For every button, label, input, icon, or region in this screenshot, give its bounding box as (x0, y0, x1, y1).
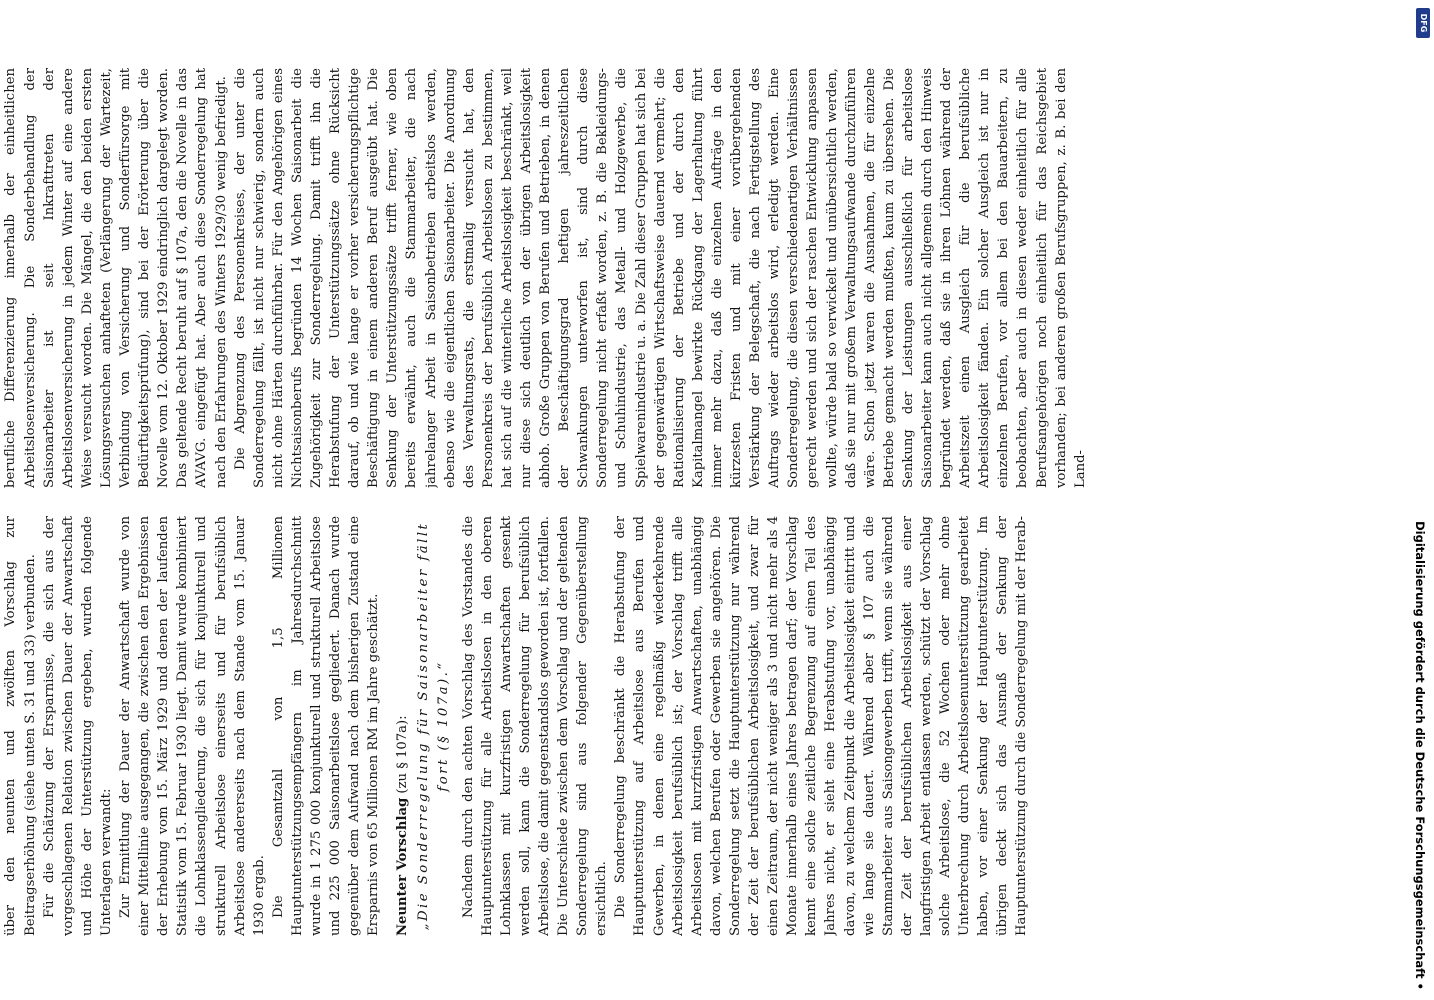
paragraph: über den neunten und zwölften Vorschlag zur Beitragserhöhung (siehe unten S. 31 und 33) verbunden. (3, 516, 38, 936)
paragraph: Die Abgrenzung des Personenkreises, der unter die Sonderregelung fällt, ist nicht nur schwierig, sondern auch nicht ohne Härten durchführbar. Für den Angehörigen eines Nichtsaisonberufs begründen 14 Wochen Saisonarbeit die Zugehörigkeit zur Sonderregelung. Damit trifft ihn die Herabstufung der Unterstützungssätze ohne Rücksicht darauf, ob und wie lange er vorher versicherungspflichtige Beschäftigung in einem anderen Beruf ausgeübt hat. Die Senkung der Unterstützungssätze trifft ferner, wie oben bereits erwähnt, auch die Stammarbeiter, die nach jahrelanger Arbeit in Saisonbetrieben arbeitslos werden, ebenso wie die eigentlichen Saisonarbeiter. Die Anordnung des Verwaltungsrats, die erstmalig versucht hat, den Personenkreis der berufsüblich Arbeitslosen zu bestimmen, hat sich auf die winterliche Arbeitslosigkeit beschränkt, weil nur diese sich deutlich von der übrigen Arbeitslosigkeit abhob. Große Gruppen von Berufen und Betrieben, in denen der Beschäftigungsgrad heftigen jahreszeitlichen Schwankungen unterworfen ist, sind durch diese Sonderregelung nicht erfaßt worden, z. B. die Bekleidungs- und Schuhindustrie, das Metall- und Holzgewerbe, die Spielwarenindustrie u. a. Die Zahl dieser Gruppen hat sich bei der gegenwärtigen Wirtschaftsweise dauernd vermehrt; die Rationalisierung der Betriebe und der durch den Kapitalmangel bewirkte Rückgang der Lagerhaltung führt immer mehr dazu, daß die einzelnen Aufträge in den kürzesten Fristen und mit einer vorübergehenden Verstärkung der Belegschaft, die nach Fertigstellung des Auftrags wieder arbeitslos wird, erledigt werden. Eine Sonderregelung, die diesen verschiedenartigen Verhältnissen gerecht werden und sich der raschen Entwicklung anpassen wollte, würde bald so verwickelt und unübersichtlich werden, daß sie nur mit großem Verwaltungsaufwande durchzuführen wäre. Schon jetzt waren die Ausnahmen, die für einzelne Betriebe gemacht werden mußten, kaum zu übersehen. Die Senkung der Leistungen ausschließlich für arbeitslose Saisonarbeiter kann auch nicht allgemein durch den Hinweis begründet werden, daß sie in ihren Löhnen während der Arbeitszeit einen Ausgleich für die berufsübliche Arbeitslosigkeit fänden. Ein solcher Ausgleich ist nur in einzelnen Berufen, vor allem bei den Bauarbeitern, zu beobachten, aber auch in diesen weder einheitlich für alle Berufsangehörigen noch einheitlich für das Reichsgebiet vorhanden; bei anderen großen Berufsgruppen, z. B. bei den Land- (232, 68, 1088, 488)
section-heading-bold: Neunter Vorschlag (395, 797, 411, 936)
dfg-logo (1416, 8, 1430, 38)
right-column (0, 68, 1166, 488)
credit-text: Digitalisierung gefördert durch die Deutsche Forschungsgemeinschaft • (1413, 521, 1427, 990)
paragraph: Für die Schätzung der Ersparnisse, die sich aus der vorgeschlagenen Relation zwischen Dauer der Anwartschaft und Höhe der Unterstützung ergeben, wurden folgende Unterlagen verwandt: (41, 516, 114, 936)
rotated-page-content (0, 50, 1178, 950)
left-column (0, 516, 1166, 936)
paragraph: Die Sonderregelung beschränkt die Herabstufung der Hauptunterstützung auf Arbeitslose aus Berufen und Gewerben, in denen eine regelmäßig wiederkehrende Arbeitslosigkeit berufsüblich ist; der Vorschlag trifft alle Arbeitslosen mit kurzfristigen Anwartschaften, unabhängig davon, welchen Berufen oder Gewerben sie angehören. Die Sonderregelung setzt die Hauptunterstützung nur während der Zeit der berufsüblichen Arbeitslosigkeit, und zwar für einen Zeitraum, der nicht weniger als 3 und nicht mehr als 4 Monate innerhalb eines Jahres betragen darf; der Vorschlag kennt eine solche zeitliche Begrenzung auf einen Teil des Jahres nicht, er sieht eine Herabstufung vor, unabhängig davon, zu welchem Zeitpunkt die Arbeitslosigkeit eintritt und wie lange sie dauert. Während aber § 107 auch die Stammarbeiter aus Saisongewerben trifft, wenn sie während der Zeit der berufsüblichen Arbeitslosigkeit aus einer langfristigen Arbeit entlassen werden, schützt der Vorschlag solche Arbeitslose, die 52 Wochen oder mehr ohne Unterbrechung durch Arbeitslosenunterstützung gearbeitet haben, vor einer Senkung der Hauptunterstützung. Im übrigen deckt sich das Ausmaß der Senkung der Hauptunterstützung durch die Sonderregelung mit der Herab- (613, 516, 1030, 936)
paragraph: Zur Ermittlung der Dauer der Anwartschaft wurde von einer Mittellinie ausgegangen, die zwischen den Ergebnissen der Erhebung vom 15. März 1929 und denen der laufenden Statistik vom 15. Februar 1930 liegt. Damit wurde kombiniert die Lohnklassengliederung, die sich für konjunkturell und strukturell Arbeitslose einerseits und für berufsüblich Arbeitslose andererseits nach dem Stande vom 15. Januar 1930 ergab. (118, 516, 267, 936)
digitization-credit (1410, 10, 1430, 990)
paragraph: berufliche Differenzierung innerhalb der einheitlichen Arbeitslosenversicherung. Die Sonderbehandlung der Saisonarbeiter ist seit Inkrafttreten der Arbeitslosenversicherung in jedem Winter auf eine andere Weise versucht worden. Die Mängel, die den beiden ersten Lösungsversuchen anhafteten (Verlängerung der Wartezeit, Verbindung von Versicherung und Sonderfürsorge mit Bedürftigkeitsprüfung), sind bei der Erörterung über die Novelle vom 12. Oktober 1929 eindringlich dargelegt worden. Das geltende Recht beruht auf § 107a, den die Novelle in das AVAVG. eingefügt hat. Aber auch diese Sonderregelung hat nach den Erfahrungen des Winters 1929/30 wenig befriedigt. (3, 68, 229, 488)
section-heading-ref: (zu § 107a): (395, 715, 411, 798)
section-heading (393, 516, 412, 936)
paragraph: Die Gesamtzahl von 1,5 Millionen Hauptunterstützungsempfängern im Jahresdurchschnitt wurde in 1 275 000 konjunkturell und strukturell Arbeitslose und 225 000 Saisonarbeitslose gegliedert. Danach wurde gegenüber dem Aufwand nach dem bisherigen Zustand eine Ersparnis von 65 Millionen RM im Jahre geschätzt. (270, 516, 382, 936)
dfg-logo-text: DFG (1419, 13, 1428, 33)
paragraph: Nachdem durch den achten Vorschlag des Vorstandes die Hauptunterstützung für alle Arbeitslosen in den oberen Lohnklassen mit kurzfristigen Anwartschaften gesenkt werden soll, kann die Sonderregelung für berufsüblich Arbeitslose, die damit gegenstandslos geworden ist, fortfallen. Die Unterschiede zwischen dem Vorschlag und der geltenden Sonderregelung sind aus folgender Gegenüberstellung ersichtlich. (460, 516, 610, 936)
proposal-quote: „Die Sonderregelung für Saisonarbeiter fällt fort (§ 107a).“ (416, 521, 451, 931)
